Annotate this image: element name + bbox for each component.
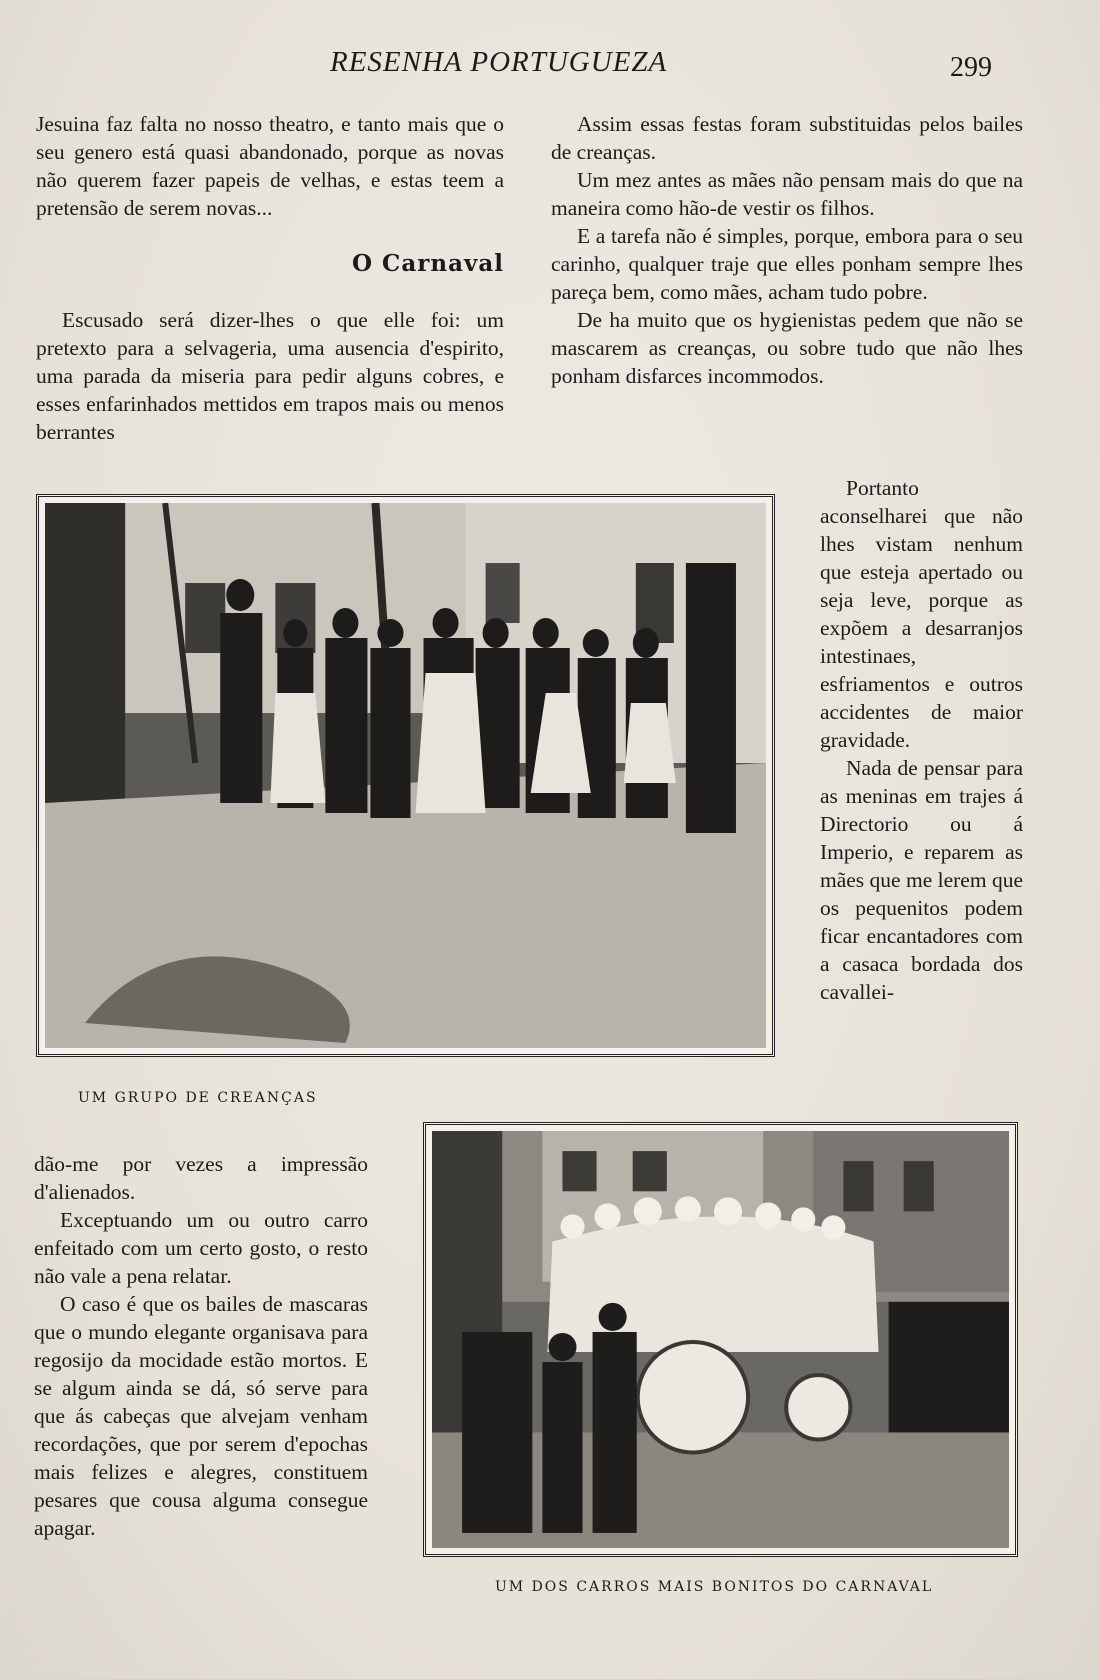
photo-caption: UM GRUPO DE CREANÇAS bbox=[78, 1090, 318, 1106]
section-heading: O Carnaval bbox=[352, 250, 504, 277]
paragraph: Portanto aconselharei que não lhes vistam nenhum que esteja apertado ou seja leve, porque as expõem a desarranjos intestinaes, esfriamentos e outros accidentes de maior gravidade. bbox=[820, 476, 1023, 752]
paragraph: E a tarefa não é simples, porque, embora para o seu carinho, qualquer traje que elles ponham sempre lhes pareça bem, como mães, acham tudo pobre. bbox=[551, 224, 1023, 304]
photo-children-group-image bbox=[45, 503, 766, 1048]
page-number: 299 bbox=[950, 52, 992, 83]
right-column-top bbox=[551, 110, 1023, 390]
paragraph: dão-me por vezes a impressão d'alienados. bbox=[34, 1152, 368, 1204]
paragraph: Jesuina faz falta no nosso theatro, e tanto mais que o seu genero está quasi abandonado, porque as novas não querem fazer papeis de velhas, e estas teem a pretensão de serem novas... bbox=[36, 112, 504, 220]
left-column-bottom bbox=[34, 1150, 368, 1542]
photo-carnival-float-image bbox=[432, 1131, 1009, 1548]
paragraph: O caso é que os bailes de mascaras que o mundo elegante organisava para regosijo da mocidade estão mortos. E se algum ainda se dá, só serve para que ás cabeças que alvejam venham recordações, que por serem d'epochas mais felizes e alegres, constituem pesares que cousa alguma consegue apagar. bbox=[34, 1292, 368, 1540]
paragraph: Um mez antes as mães não pensam mais do que na maneira como hão-de vestir os filhos. bbox=[551, 168, 1023, 220]
paragraph: Assim essas festas foram substituidas pelos bailes de creanças. bbox=[551, 112, 1023, 164]
photo-carnival-float bbox=[423, 1122, 1018, 1557]
photo-children-group bbox=[36, 494, 775, 1057]
left-column-mid bbox=[36, 306, 504, 446]
running-head-title: RESENHA PORTUGUEZA bbox=[330, 46, 668, 78]
photo-caption: UM DOS CARROS MAIS BONITOS DO CARNAVAL bbox=[495, 1579, 934, 1595]
paragraph: Escusado será dizer-lhes o que elle foi: um pretexto para a selvageria, uma ausencia d'espirito, uma parada da miseria para pedir alguns cobres, e esses enfarinhados mettidos em trapos mais ou menos berrantes bbox=[36, 308, 504, 444]
left-column-top bbox=[36, 110, 504, 222]
paragraph: Nada de pensar para as meninas em trajes á Directorio ou á Imperio, e reparem as mães que me lerem que os pequenitos podem ficar encantadores com a casaca bordada dos cavallei- bbox=[820, 756, 1023, 1004]
paragraph: Exceptuando um ou outro carro enfeitado com um certo gosto, o resto não vale a pena relatar. bbox=[34, 1208, 368, 1288]
right-column-narrow bbox=[820, 474, 1023, 1006]
children-group-illustration bbox=[45, 503, 766, 1048]
paragraph: De ha muito que os hygienistas pedem que não se mascarem as creanças, ou sobre tudo que não lhes ponham disfarces incommodos. bbox=[551, 308, 1023, 388]
carnival-float-illustration bbox=[432, 1131, 1009, 1548]
